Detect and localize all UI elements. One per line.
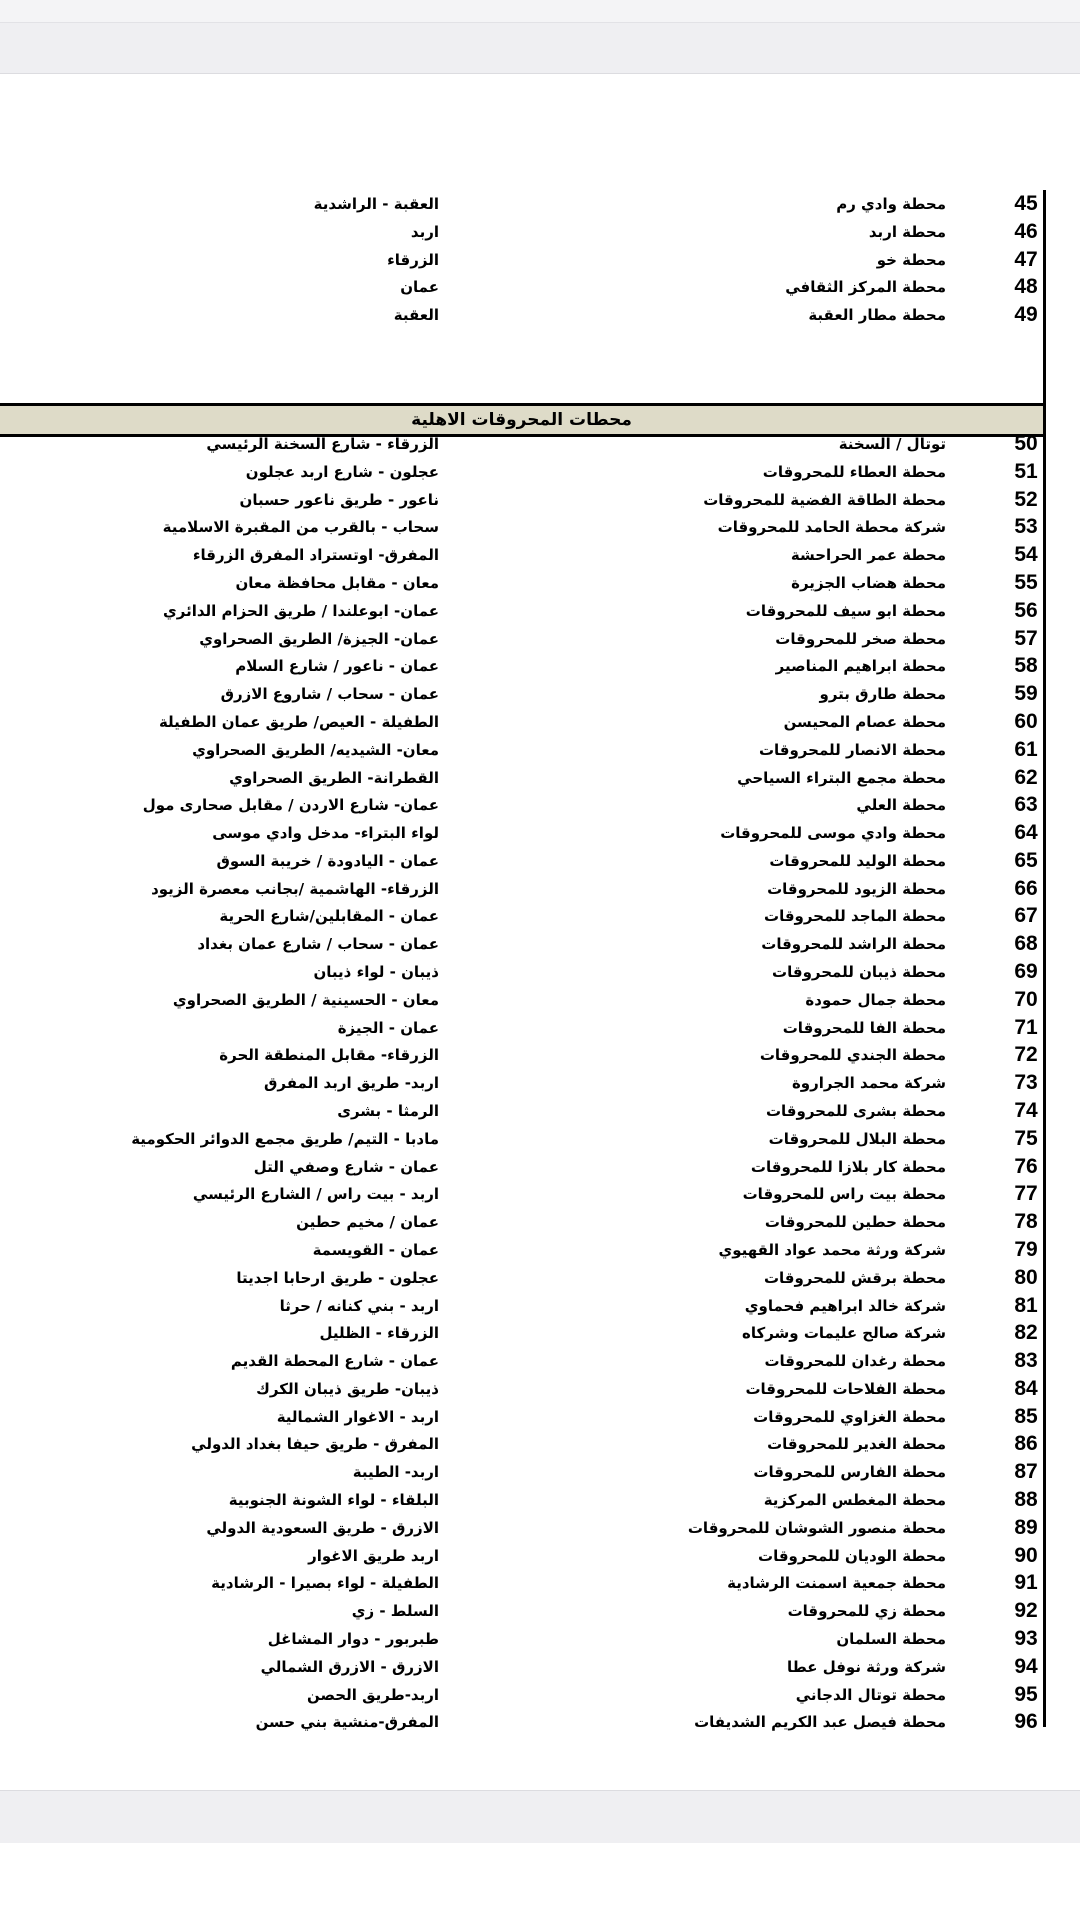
table-row: [0, 1514, 1043, 1542]
station-location: عمان- ابوعلندا / طريق الحزام الدائري: [163, 601, 439, 620]
row-number: 74: [1014, 1099, 1038, 1122]
row-number: 53: [1014, 515, 1038, 539]
row-number: 95: [1014, 1682, 1038, 1706]
station-location: عمان - المقابلين/شارع الحرية: [219, 907, 439, 926]
table-row: [0, 680, 1043, 708]
table-row: [0, 569, 1043, 597]
station-location: عمان - الجيزة: [337, 1018, 439, 1037]
station-location: المفرق-منشية بني حسن: [255, 1713, 439, 1732]
station-location: عمان - شارع المحطة القديم: [230, 1352, 439, 1371]
viewer-page-gap-bottom: [0, 1790, 1080, 1843]
table-row: [0, 875, 1043, 903]
table-row: [0, 986, 1043, 1014]
table-row: [0, 1208, 1043, 1236]
station-name: محطة البلال للمحروقات: [768, 1129, 946, 1148]
table-row: [0, 190, 1043, 218]
row-number: 46: [1014, 219, 1038, 243]
table-row: [0, 1153, 1043, 1181]
row-number: 70: [1014, 987, 1038, 1011]
station-location: عجلون - طريق ارحابا اجديتا: [236, 1268, 439, 1287]
station-location: سحاب - بالقرب من المقبرة الاسلامية: [162, 518, 439, 537]
station-name: محطة رغدان للمحروقات: [764, 1352, 946, 1371]
table-row: [0, 1292, 1043, 1320]
document-page: [0, 74, 1080, 1789]
row-number: 49: [1014, 303, 1038, 327]
row-number: 55: [1014, 570, 1038, 594]
row-number: 54: [1014, 543, 1038, 567]
station-name: محطة خو: [876, 250, 946, 269]
row-number: 62: [1014, 765, 1038, 789]
station-location: اربد - بني كنانه / حرثا: [279, 1296, 439, 1315]
station-name: محطة الغزاوي للمحروقات: [753, 1407, 946, 1426]
station-name: محطة توتال الدجاني: [795, 1685, 946, 1704]
station-location: الزرقاء - شارع السخنة الرئيسي: [206, 435, 439, 453]
row-number: 87: [1014, 1460, 1038, 1484]
row-number: 85: [1014, 1404, 1038, 1428]
row-number: 51: [1014, 459, 1038, 483]
station-location: عمان- الجيزة/ الطريق الصحراوي: [199, 629, 439, 648]
station-name: شركة محمد الجراروة: [791, 1074, 946, 1093]
station-location: اربد - بيت راس / الشارع الرئيسي: [192, 1185, 439, 1204]
station-name: محطة كار بلازا للمحروقات: [750, 1157, 946, 1176]
table-row: [0, 246, 1043, 274]
table-row: [0, 1458, 1043, 1486]
station-location: ذيبان- طريق ذيبان الكرك: [256, 1379, 439, 1398]
row-number: 84: [1014, 1376, 1038, 1400]
table-row: [0, 1319, 1043, 1347]
station-name: محطة عصام المحيسن: [783, 712, 946, 731]
station-name: شركة ورثة نوفل عطا: [787, 1657, 946, 1676]
station-location: اربد طريق الاغوار: [308, 1546, 439, 1565]
station-location: المفرق - طريق حيفا بغداد الدولي: [191, 1435, 439, 1454]
table-row: [0, 1542, 1043, 1570]
station-location: المفرق- اوتستراد المفرق الزرقاء: [192, 546, 439, 565]
row-number: 79: [1014, 1237, 1038, 1261]
table-row: [0, 1653, 1043, 1681]
row-number: 91: [1014, 1571, 1038, 1595]
station-location: العقبة: [393, 306, 439, 325]
station-location: عمان - ناعور / شارع السلام: [235, 657, 439, 676]
station-location: عجلون - شارع اربد عجلون: [245, 462, 439, 481]
table-row: [0, 1403, 1043, 1431]
station-location: العقبة - الراشدية: [313, 195, 439, 213]
station-name: محطة الانصار للمحروقات: [758, 740, 946, 759]
station-name: محطة زي للمحروقات: [787, 1602, 946, 1621]
station-name: محطة الفارس للمحروقات: [753, 1463, 946, 1482]
row-number: 90: [1014, 1543, 1038, 1567]
row-number: 56: [1014, 598, 1038, 622]
row-number: 67: [1014, 904, 1038, 928]
viewer-page-gap-top: [0, 23, 1080, 74]
station-location: عمان / مخيم حطين: [296, 1213, 439, 1232]
station-name: محطة منصور الشوشان للمحروقات: [687, 1518, 946, 1537]
table-row: [0, 1625, 1043, 1653]
table-row: [0, 847, 1043, 875]
station-name: محطة ذيبان للمحروقات: [772, 963, 946, 981]
table-row: [0, 458, 1043, 486]
station-name: محطة مطار العقبة: [808, 306, 946, 325]
station-location: عمان - شارع وصفي التل: [253, 1157, 439, 1176]
table-row: [0, 430, 1043, 458]
row-number: 86: [1014, 1432, 1038, 1456]
station-name: محطة وادي رم: [836, 195, 946, 213]
station-location: معان - الحسينية / الطريق الصحراوي: [172, 990, 439, 1009]
row-number: 77: [1014, 1182, 1038, 1206]
row-number: 61: [1014, 737, 1038, 761]
station-name: محطة الفلاحات للمحروقات: [745, 1379, 946, 1398]
station-location: الزرقاء- الهاشمية /بجانب معصرة الزيود: [151, 879, 439, 898]
station-location: الطفيلة - لواء بصيرا - الرشادية: [211, 1574, 439, 1593]
table-row: [0, 597, 1043, 625]
table-row: [0, 764, 1043, 792]
table-row: [0, 1264, 1043, 1292]
station-name: محطة الجندي للمحروقات: [759, 1046, 946, 1065]
station-name: محطة حطين للمحروقات: [764, 1213, 946, 1232]
station-name: محطة بيت راس للمحروقات: [742, 1185, 946, 1204]
table-row: [0, 1069, 1043, 1097]
table-row: [0, 301, 1043, 329]
station-location: ناعور - طريق ناعور حسبان: [239, 490, 439, 509]
row-number: 69: [1014, 960, 1038, 983]
station-name: محطة هضاب الجزيرة: [791, 573, 946, 592]
station-location: البلقاء - لواء الشونة الجنوبية: [228, 1491, 439, 1509]
station-name: محطة المركز الثقافي: [785, 278, 946, 297]
table-row: [0, 819, 1043, 847]
table-row: [0, 1681, 1043, 1709]
station-location: اربد- طريق اربد المفرق: [263, 1074, 439, 1093]
row-number: 94: [1014, 1654, 1038, 1678]
row-number: 96: [1014, 1710, 1038, 1734]
table-row: [0, 1597, 1043, 1625]
table-row: [0, 791, 1043, 819]
station-name: محطة جمعية اسمنت الرشادية: [727, 1574, 946, 1593]
station-location: لواء البتراء- مدخل وادي موسى: [212, 824, 439, 843]
section-title: محطات المحروقات الاهلية: [411, 410, 632, 430]
row-number: 47: [1014, 247, 1038, 271]
station-location: عمان - القويسمة: [312, 1240, 439, 1259]
row-number: 76: [1014, 1154, 1038, 1178]
station-location: مادبا - التيم/ طريق مجمع الدوائر الحكومية: [131, 1129, 439, 1148]
station-location: عمان: [400, 278, 439, 297]
table-row: [0, 1708, 1043, 1736]
station-location: اربد-طريق الحصن: [307, 1685, 439, 1704]
station-location: معان- الشيديه/ الطريق الصحراوي: [192, 740, 439, 759]
station-name: شركة ورثة محمد عواد القهيوي: [718, 1240, 946, 1259]
station-name: محطة الغدير للمحروقات: [767, 1435, 946, 1454]
row-number: 50: [1014, 432, 1038, 455]
station-name: محطة بشرى للمحروقات: [765, 1102, 946, 1120]
station-name: محطة جمال حمودة: [805, 990, 946, 1009]
station-location: الزرقاء- مقابل المنطقة الحرة: [219, 1046, 439, 1065]
table-row: [0, 1014, 1043, 1042]
station-name: محطة الزيود للمحروقات: [767, 879, 946, 898]
station-name: محطة اربد: [868, 222, 946, 241]
table-row: [0, 1125, 1043, 1153]
station-name: محطة الراشد للمحروقات: [761, 935, 946, 954]
table-row: [0, 541, 1043, 569]
table-row: [0, 513, 1043, 541]
table-row: [0, 708, 1043, 736]
station-name: محطة العطاء للمحروقات: [762, 462, 946, 481]
station-location: الرمثا - بشرى: [337, 1102, 439, 1120]
row-number: 48: [1014, 275, 1038, 299]
station-name: محطة الطاقة الفضية للمحروقات: [703, 490, 946, 509]
station-name: شركة محطة الحامد للمحروقات: [717, 518, 946, 537]
station-location: طبربور - دوار المشاغل: [267, 1630, 439, 1648]
table-row: [0, 218, 1043, 246]
row-number: 65: [1014, 848, 1038, 872]
row-number: 92: [1014, 1599, 1038, 1623]
station-name: شركة خالد ابراهيم فحماوي: [744, 1296, 946, 1315]
station-name: محطة عمر الحراحشة: [790, 546, 946, 565]
table-row: [0, 1180, 1043, 1208]
table-row: [0, 625, 1043, 653]
table-row: [0, 1347, 1043, 1375]
table-row: [0, 736, 1043, 764]
row-number: 57: [1014, 626, 1038, 650]
row-number: 68: [1014, 932, 1038, 956]
table-row: [0, 930, 1043, 958]
station-name: محطة العلي: [856, 796, 946, 815]
station-name: محطة السلمان: [836, 1630, 946, 1648]
row-number: 71: [1014, 1015, 1038, 1039]
station-name: محطة ابو سيف للمحروقات: [745, 601, 946, 620]
station-location: اربد - الاغوار الشمالية: [276, 1407, 439, 1426]
row-number: 89: [1014, 1515, 1038, 1539]
table-row: [0, 1486, 1043, 1514]
row-number: 75: [1014, 1126, 1038, 1150]
row-number: 59: [1014, 682, 1038, 706]
table-row: [0, 486, 1043, 514]
table-row: [0, 1569, 1043, 1597]
station-name: توتال / السخنة: [838, 435, 946, 453]
station-location: معان - مقابل محافظة معان: [235, 573, 439, 592]
table-row: [0, 1041, 1043, 1069]
station-location: عمان - سحاب / شاروع الازرق: [220, 685, 439, 704]
station-location: ذيبان - لواء ذيبان: [313, 963, 439, 981]
viewer-top-bar: [0, 0, 1080, 23]
row-number: 58: [1014, 654, 1038, 678]
station-location: عمان - سحاب / شارع عمان بغداد: [197, 935, 439, 954]
station-location: اربد- الطيبة: [352, 1463, 439, 1482]
table-row: [0, 1375, 1043, 1403]
row-number: 72: [1014, 1043, 1038, 1067]
station-name: محطة الوديان للمحروقات: [758, 1546, 946, 1565]
row-number: 45: [1014, 192, 1038, 215]
station-location: الازرق - الازرق الشمالي: [260, 1657, 439, 1676]
row-number: 60: [1014, 709, 1038, 733]
station-name: محطة وادي موسى للمحروقات: [720, 824, 946, 843]
station-name: محطة فيصل عبد الكريم الشديفات: [694, 1713, 946, 1732]
station-name: شركة صالح عليمات وشركاه: [741, 1324, 946, 1343]
station-name: محطة مجمع البتراء السياحي: [737, 768, 946, 787]
row-number: 73: [1014, 1071, 1038, 1095]
table-row: [0, 1236, 1043, 1264]
row-number: 63: [1014, 793, 1038, 817]
row-number: 66: [1014, 876, 1038, 900]
station-name: محطة برقش للمحروقات: [763, 1268, 946, 1287]
station-location: عمان - اليادودة / خريبة السوق: [216, 851, 439, 870]
station-location: اربد: [410, 222, 439, 241]
table-row: [0, 273, 1043, 301]
station-location: القطرانة- الطريق الصحراوي: [229, 768, 439, 787]
station-location: الزرقاء - الظليل: [319, 1324, 439, 1343]
station-name: محطة الفا للمحروقات: [782, 1018, 946, 1037]
row-number: 88: [1014, 1488, 1038, 1511]
table-row: [0, 958, 1043, 986]
station-name: محطة الوليد للمحروقات: [769, 851, 946, 870]
row-number: 64: [1014, 821, 1038, 845]
table-row: [0, 902, 1043, 930]
station-name: محطة طارق بترو: [819, 685, 946, 704]
station-name: محطة ابراهيم المناصير: [775, 657, 946, 676]
row-number: 52: [1014, 487, 1038, 511]
station-location: الطفيلة - العيص/ طريق عمان الطفيلة: [158, 712, 439, 731]
row-number: 80: [1014, 1265, 1038, 1289]
station-name: محطة المغطس المركزية: [763, 1491, 946, 1509]
table-row: [0, 652, 1043, 680]
row-number: 81: [1014, 1293, 1038, 1317]
station-location: السلط - زي: [351, 1602, 439, 1621]
station-name: محطة الماجد للمحروقات: [764, 907, 946, 926]
row-number: 83: [1014, 1349, 1038, 1373]
station-name: محطة صخر للمحروقات: [775, 629, 946, 648]
row-number: 78: [1014, 1210, 1038, 1234]
row-number: 93: [1014, 1627, 1038, 1650]
station-location: الزرقاء: [387, 250, 439, 269]
row-number: 82: [1014, 1321, 1038, 1345]
station-location: الازرق - طريق السعودية الدولي: [206, 1518, 439, 1537]
table-row: [0, 1430, 1043, 1458]
table-row: [0, 1097, 1043, 1125]
station-location: عمان- شارع الاردن / مقابل صحارى مول: [142, 796, 439, 815]
